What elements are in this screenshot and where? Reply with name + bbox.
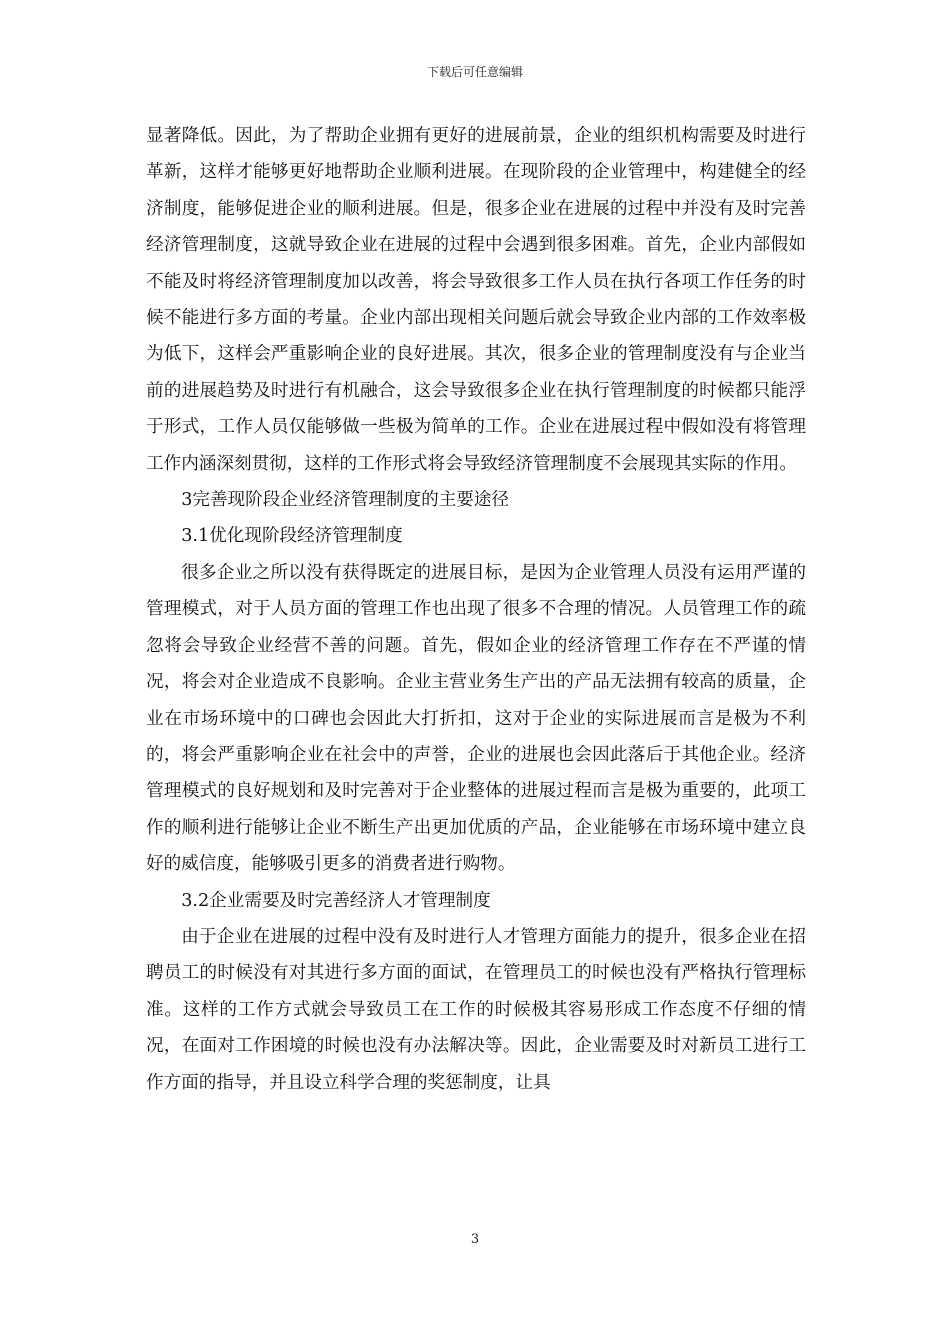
page-header: 下载后可任意编辑: [426, 65, 523, 79]
document-body: [146, 118, 806, 1101]
page-number: 3: [470, 1232, 480, 1247]
paragraph-3-1: 很多企业之所以没有获得既定的进展目标，是因为企业管理人员没有运用严谨的管理模式，对于人员方面的管理工作也出现了很多不合理的情况。人员管理工作的疏忽将会导致企业经营不善的问题。首先，假如企业的经济管理工作存在不严谨的情况，将会对企业造成不良影响。企业主营业务生产出的产品无法拥有较高的质量，企业在市场环境中的口碑也会因此大打折扣，这对于企业的实际进展而言是极为不利的，将会严重影响企业在社会中的声誉，企业的进展也会因此落后于其他企业。经济管理模式的良好规划和及时完善对于企业整体的进展过程而言是极为重要的，此项工作的顺利进行能够让企业不断生产出更加优质的产品，企业能够在市场环境中建立良好的威信度，能够吸引更多的消费者进行购物。: [146, 562, 806, 875]
subsection-heading-3-2: 3.2企业需要及时完善经济人才管理制度: [181, 890, 491, 911]
section-heading-3: 3完善现阶段企业经济管理制度的主要途径: [181, 490, 510, 511]
paragraph-continuation: 显著降低。因此，为了帮助企业拥有更好的进展前景，企业的组织机构需要及时进行革新，这样才能够更好地帮助企业顺利进展。在现阶段的企业管理中，构建健全的经济制度，能够促进企业的顺利进展。但是，很多企业在进展的过程中并没有及时完善经济管理制度，这就导致企业在进展的过程中会遇到很多困难。首先，企业内部假如不能及时将经济管理制度加以改善，将会导致很多工作人员在执行各项工作任务的时候不能进行多方面的考量。企业内部出现相关问题后就会导致企业内部的工作效率极为低下，这样会严重影响企业的良好进展。其次，很多企业的管理制度没有与企业当前的进展趋势及时进行有机融合，这会导致很多企业在执行管理制度的时候都只能浮于形式，工作人员仅能够做一些极为简单的工作。企业在进展过程中假如没有将管理工作内涵深刻贯彻，这样的工作形式将会导致经济管理制度不会展现其实际的作用。: [146, 126, 806, 474]
subsection-heading-3-1: 3.1优化现阶段经济管理制度: [181, 526, 403, 547]
paragraph-3-2: 由于企业在进展的过程中没有及时进行人才管理方面能力的提升，很多企业在招聘员工的时候没有对其进行多方面的面试，在管理员工的时候也没有严格执行管理标准。这样的工作方式就会导致员工在工作的时候极其容易形成工作态度不仔细的情况，在面对工作困境的时候也没有办法解决等。因此，企业需要及时对新员工进行工作方面的指导，并且设立科学合理的奖惩制度，让具: [146, 926, 806, 1093]
